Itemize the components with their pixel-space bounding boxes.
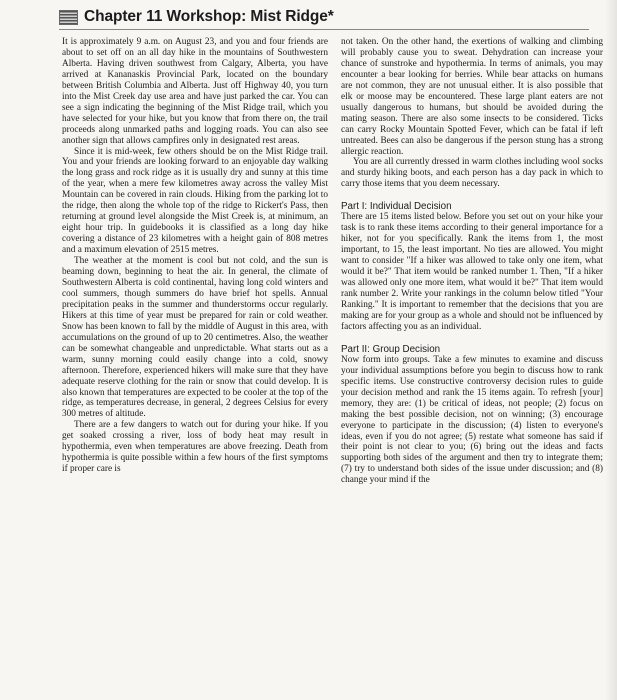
dangers-continued-paragraph: not taken. On the other hand, the exertions of walking and climbing will probably cause you to sweat. Dehydration can increase your chance of sunstroke and hypothermia. In terms of animals, you may encounter a bear looking for berries. While bear attacks on humans are not common, they are not unusual either. It is also possible that elk or moose may be encountered. These large plant eaters are not usually dangerous to humans, but should be avoided during the mating season. There are also some insects to be considered. Ticks can carry Rocky Mountain Spotted Fever, which can be fatal if left untreated. Bees can also be dangerous if the person stung has a strong allergic reaction. xyxy=(341,37,603,157)
left-column xyxy=(62,37,328,475)
page-edge-shadow xyxy=(605,0,617,700)
header-divider xyxy=(59,29,589,30)
right-column xyxy=(341,37,603,486)
part2-text: Now form into groups. Take a few minutes to examine and discuss your individual assumptions before you begin to discuss how to rank specific items. Use constructive controversy decision rules to guide your decision method and rank the 15 items again. To refresh [your] memory, they are: (1) be critical of ideas, not people; (2) focus on making the best possible decision, not on winning; (3) encourage everyone to participate in the discussion; (4) listen to everyone's ideas, even if you do not agree; (5) restate what someone has said if their point is not clear to you; (6) bring out the ideas and facts supporting both sides of the argument and then try to integrate them; (7) try to understand both sides of the issue under discussion; and (8) change your mind if the xyxy=(341,354,603,486)
dangers-paragraph: There are a few dangers to watch out for during your hike. If you get soaked crossing a river, loss of body heat may result in hypothermia, even when temperatures are above freezing. Death from hypothermia is quite possible within a few hours of the first symptoms if proper care is xyxy=(62,420,328,475)
trail-paragraph: Since it is mid-week, few others should be on the Mist Ridge trail. You and your friends are looking forward to an enjoyable day walking the long grass and rock ridge as it is usually dry and sunny at this time of the year, when a mere few kilometres away across the valley Mist Mountain can be covered in rain clouds. Hiking from the parking lot to the ridge, then along the whole top of the ridge to Rickert's Pass, then returning at ground level alongside the Mist Creek is, at minimum, an eight hour trip. In guidebooks it is classified as a long day hike covering a distance of 23 kilometres with a height gain of 808 metres and a maximum elevation of 2515 metres. xyxy=(62,146,328,256)
list-icon xyxy=(59,10,78,25)
part1-heading: Part I: Individual Decision xyxy=(341,201,452,213)
clothing-paragraph: You are all currently dressed in warm clothes including wool socks and sturdy hiking boots, and each person has a day pack in which to carry those items that you deem necessary. xyxy=(341,157,603,190)
weather-paragraph: The weather at the moment is cool but not cold, and the sun is beaming down, beginning to heat the air. In general, the climate of Southwestern Alberta is cold continental, having long cold winters and cool summers, though summers do have brief hot spells. Annual precipitation peaks in the summer and thunderstorms occur regularly. Hikers at this time of year must be prepared for rain or cold weather. Snow has been known to fall by the middle of August in this area, with accumulations on the ground of up to 20 centimetres. Also, the weather can be somewhat changeable and unpredictable. What starts out as a warm, sunny morning could easily change into a cold, snowy afternoon. Therefore, experienced hikers will make sure that they have adequate reserve clothing for the rain or snow that could develop. It is also known that temperatures are expected to be cooler at the top of the ridge, as temperatures decrease, in general, 2 degrees Celsius for every 300 metres of altitude. xyxy=(62,256,328,420)
intro-paragraph: It is approximately 9 a.m. on August 23, and you and four friends are about to set off on an all day hike in the mountains of Southwestern Alberta. Having driven southwest from Calgary, Alberta, you have arrived at Kananaskis Provincial Park, located on the boundary between British Columbia and Alberta. Just off Highway 40, you turn into the Mist Creek day use area and have just parked the car. You can see a sign indicating the beginning of the Mist Ridge trail, which you have selected for your hike, but you know that from there on, the trail proceeds along unmarked paths and logging roads. You can also see another sign that allows campfires only in designated rest areas. xyxy=(62,37,328,146)
part2-heading: Part II: Group Decision xyxy=(341,343,441,355)
page-title: Chapter 11 Workshop: Mist Ridge* xyxy=(84,8,334,25)
chapter-header xyxy=(59,6,579,28)
part1-text: There are 15 items listed below. Before you set out on your hike your task is to rank these items according to their general importance for a hiker, not for you specifically. Rank the items from 1, the most important, to 15, the least important. No ties are allowed. You might want to consider "If a hiker was allowed to take only one item, what would it be?" That item would be ranked number 1. Then, "If a hiker was allowed only one more item, what would it be?" That item would rank number 2. Write your rankings in the column below titled "Your Ranking." It is important to remember that the decisions that you are making are for your group as a whole and should not be influenced by factors affecting you as an individual. xyxy=(341,212,603,332)
